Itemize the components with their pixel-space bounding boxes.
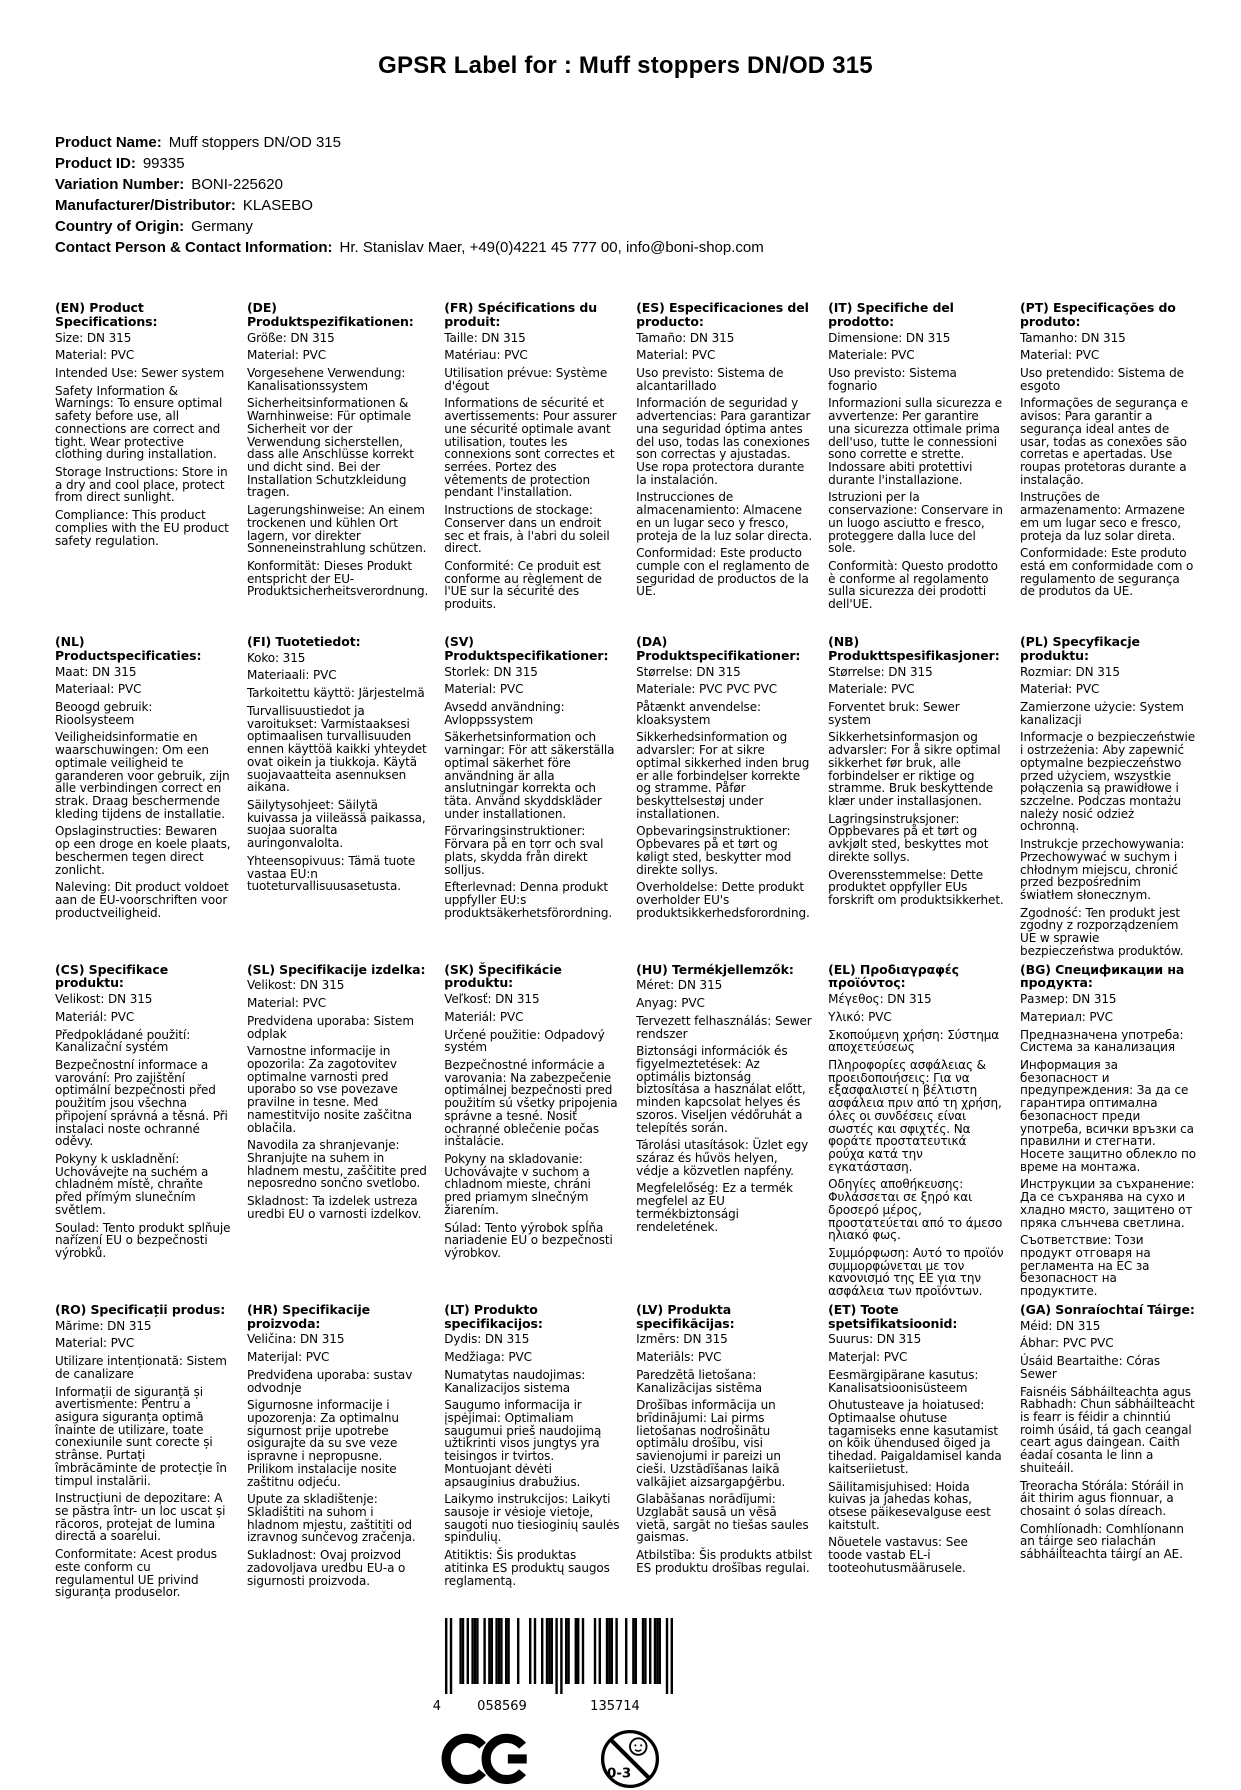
lang-section-header: (EN) Product Specifications: xyxy=(55,300,158,329)
lang-section-paragraph: Предназначена употреба: Система за канализация xyxy=(1020,1027,1184,1055)
lang-section-paragraph: Atbilstība: Šis produkts atbilst ES produktu drošības regulai. xyxy=(636,1548,812,1575)
lang-section-header: (HR) Specifikacije proizvoda: xyxy=(246,1301,371,1331)
lang-section-paragraph: Conformitate: Acest produs este conform cu regulamentul UE privind siguranța produselor. xyxy=(55,1547,217,1600)
lang-section-fr xyxy=(444,301,620,635)
lang-section-paragraph: Izmērs: DN 315 xyxy=(636,1332,728,1347)
lang-section-paragraph: Materjal: PVC xyxy=(828,1350,908,1365)
age-warning-label: 0-3 xyxy=(606,1766,631,1782)
product-info-label: Contact Person & Contact Information: xyxy=(55,239,333,256)
lang-section-paragraph: Velikost: DN 315 xyxy=(246,978,345,993)
lang-section-paragraph: Material: PVC xyxy=(246,996,327,1011)
lang-section-paragraph: Medžiaga: PVC xyxy=(444,1350,532,1365)
lang-section-paragraph: Materiale: PVC xyxy=(828,348,915,363)
lang-section-paragraph: Συμμόρφωση: Αυτό το προϊόν συμμορφώνεται με τον κανονισμό της ΕΕ για την ασφάλεια των προϊόντων. xyxy=(828,1246,1004,1299)
lang-section-paragraph: Méid: DN 315 xyxy=(1020,1318,1101,1333)
lang-section-paragraph: Anyag: PVC xyxy=(636,996,705,1011)
lang-section-el xyxy=(828,963,1004,1303)
lang-section-paragraph: Utilisation prévue: Système d'égout xyxy=(444,365,608,393)
lang-section-paragraph: Pokyny k uskladnění: Uchovávejte na suchém a chladném místě, chraňte před přímým slunečním světlem. xyxy=(55,1152,209,1217)
lang-section-paragraph: Sikkerhedsinformation og advarsler: For at sikre optimal sikkerhed inden brug er alle forbindelser korrekte og stramme. Påfør beskyttelsestøj under installationen. xyxy=(636,730,810,821)
lang-section-sv xyxy=(444,635,620,963)
lang-section-paragraph: Instructions de stockage: Conserver dans un endroit sec et frais, à l'abri du soleil direct. xyxy=(444,503,610,556)
lang-section-paragraph: Πληροφορίες ασφάλειας & προειδοποιήσεις: Για να εξασφαλιστεί η βέλτιστη ασφάλεια πριν από τη χρήση, όλες οι συνδέσεις είναι σωστές και σφιχτές. Να φοράτε προστατευτικά ρούχα κατά την εγκατάσταση. xyxy=(828,1057,1002,1174)
product-info-value: Muff stoppers DN/OD 315 xyxy=(168,134,341,151)
lang-section-paragraph: Mărime: DN 315 xyxy=(55,1318,152,1333)
lang-section-paragraph: Materijal: PVC xyxy=(246,1350,330,1365)
lang-section-header: (IT) Specifiche del prodotto: xyxy=(828,300,954,329)
lang-section-paragraph: Safety Information & Warnings: To ensure optimal safety before use, all connections are correct and tight. Wear protective clothing during installation. xyxy=(55,383,223,462)
lang-section-paragraph: Bezpečnostné informácie a varovania: Na zabezpečenie optimálnej bezpečnosti pred použitím sú všetky pripojenia správne a tesné. Nosiť ochranné oblečenie počas inštalácie. xyxy=(444,1057,618,1149)
lang-section-paragraph: Veiligheidsinformatie en waarschuwingen: Om een optimale veiligheid te garanderen voor gebruik, zijn alle verbindingen correct en strak. Draag beschermende kleding tijdens de installatie. xyxy=(55,730,230,821)
lang-section-paragraph: Atitiktis: Šis produktas atitinka ES produktų saugos reglamentą. xyxy=(444,1548,610,1588)
lang-section-paragraph: Lagerungshinweise: An einem trockenen und kühlen Ort lagern, vor direkter Sonneneinstrahlung schützen. xyxy=(246,503,427,556)
lang-section-paragraph: Material: PVC xyxy=(55,348,135,363)
lang-section-paragraph: Informazioni sulla sicurezza e avvertenze: Per garantire una sicurezza ottimale prima dell'uso, tutte le connessioni sono corrette e strette. Indossare abiti protettivi durante l'installazione. xyxy=(828,396,1002,487)
lang-section-paragraph: Μέγεθος: DN 315 xyxy=(828,992,932,1007)
lang-section-paragraph: Tarkoitettu käyttö: Järjestelmä xyxy=(246,686,425,701)
lang-section-paragraph: Numatytas naudojimas: Kanalizacijos sistema xyxy=(444,1367,586,1395)
lang-section-paragraph: Treoracha Stórála: Stóráil in áit thirim agus fionnuar, a chosaint ó solas díreach. xyxy=(1020,1478,1184,1518)
lang-section-paragraph: Säilitamisjuhised: Hoida kuivas ja jahedas kohas, otsese päikesevalguse eest kaitstult. xyxy=(828,1479,991,1532)
lang-section-header: (SL) Specifikacije izdelka: xyxy=(246,961,426,977)
product-info-value: BONI-225620 xyxy=(191,176,283,193)
lang-section-it xyxy=(828,301,1004,635)
lang-section-paragraph: Zamierzone użycie: System kanalizacji xyxy=(1020,699,1184,727)
lang-section-paragraph: Materiale: PVC PVC PVC xyxy=(636,682,778,697)
lang-section-paragraph: Informações de segurança e avisos: Para garantir a segurança ideal antes de usar, todas as conexões são corretas e apertadas. Use roupas protetoras durante a instalação. xyxy=(1020,396,1189,487)
lang-section-paragraph: Material: PVC xyxy=(55,1336,135,1351)
lang-section-cs xyxy=(55,963,231,1303)
lang-section-header: (DE) Produktspezifikationen: xyxy=(246,300,414,329)
lang-section-paragraph: Méret: DN 315 xyxy=(636,978,723,993)
lang-section-paragraph: Úsáid Beartaithe: Córas Sewer xyxy=(1020,1354,1161,1381)
product-info-value: 99335 xyxy=(142,155,185,172)
lang-section-paragraph: Säilytysohjeet: Säilytä kuivassa ja viileässä paikassa, suojaa suoralta auringonvalolta. xyxy=(246,797,426,851)
lang-section-paragraph: Soulad: Tento produkt splňuje nařízení EU o bezpečnosti výrobků. xyxy=(55,1220,231,1261)
lang-section-paragraph: Informacje o bezpieczeństwie i ostrzeżenia: Aby zapewnić optymalne bezpieczeństwo przed użyciem, wszystkie połączenia są prawidłowe i szczelne. Podczas montażu należy nosić odzież ochronną. xyxy=(1020,730,1196,834)
lang-section-header: (NL) Productspecificaties: xyxy=(55,634,202,663)
lang-section-hu xyxy=(636,963,812,1303)
lang-section-paragraph: Efterlevnad: Denna produkt uppfyller EU:s produktsäkerhetsförordning. xyxy=(444,880,613,920)
lang-section-header: (HU) Termékjellemzők: xyxy=(636,961,794,977)
lang-section-paragraph: Informations de sécurité et avertissements: Pour assurer une sécurité optimale avant utilisation, toutes les connexions sont correctes et serrées. Portez des vêtements de protection pendant l'installation. xyxy=(444,396,617,500)
lang-section-header: (LV) Produkta specifikācijas: xyxy=(636,1301,735,1331)
footer-inner xyxy=(429,1618,673,1790)
product-info-row xyxy=(55,153,1196,174)
lang-section-paragraph: Tárolási utasítások: Üzlet egy száraz és hűvös helyen, védje a közvetlen napfény. xyxy=(636,1138,809,1178)
lang-section-paragraph: Størrelse: DN 315 xyxy=(828,664,933,679)
lang-section-paragraph: Varnostne informacije in opozorila: Za zagotovitev optimalne varnosti pred uporabo so vse povezave pravilne in tesne. Med namestitvijo nosite zaščitna oblačila. xyxy=(246,1044,413,1135)
lang-section-paragraph: Avsedd användning: Avloppssystem xyxy=(444,699,565,727)
lang-section-header: (BG) Спецификации на продукта: xyxy=(1020,961,1185,991)
lang-section-paragraph: Instrucciones de almacenamiento: Almacene en un lugar seco y fresco, proteja de la luz solar directa. xyxy=(636,490,813,543)
lang-section-paragraph: Materiál: PVC xyxy=(55,1009,135,1024)
lang-section-paragraph: Materiāls: PVC xyxy=(636,1350,722,1365)
lang-section-paragraph: Konformität: Dieses Produkt entspricht der EU-Produktsicherheitsverordnung. xyxy=(246,559,429,599)
lang-section-paragraph: Instrukcje przechowywania: Przechowywać w suchym i chłodnym miejscu, chronić przed bezpośrednim światłem słonecznym. xyxy=(1020,837,1185,902)
lang-section-paragraph: Opslaginstructies: Bewaren op een droge en koele plaats, beschermen tegen direct zonlicht. xyxy=(55,824,231,877)
lang-section-paragraph: Veľkosť: DN 315 xyxy=(444,992,540,1007)
lang-section-paragraph: Veličina: DN 315 xyxy=(246,1332,345,1347)
lang-section-paragraph: Instruções de armazenamento: Armazene em um lugar seco e fresco, proteja da luz solar direta. xyxy=(1020,490,1185,543)
lang-section-header: (LT) Produkto specifikacijos: xyxy=(444,1301,543,1331)
lang-section-de xyxy=(247,301,428,635)
lang-section-paragraph: Material: PVC xyxy=(1020,348,1100,363)
lang-section-sk xyxy=(444,963,620,1303)
barcode-digit-first: 4 xyxy=(432,1699,441,1715)
lang-section-paragraph: Určené použitie: Odpadový systém xyxy=(444,1027,605,1055)
lang-section-paragraph: Sicherheitsinformationen & Warnhinweise: Für optimale Sicherheit vor der Verwendung sicherstellen, dass alle Anschlüsse korrekt und dicht sind. Bei der Installation Schutzkleidung tragen. xyxy=(246,396,414,500)
lang-section-paragraph: Materiał: PVC xyxy=(1020,682,1100,697)
lang-section-paragraph: Instrucțiuni de depozitare: A se păstra într- un loc uscat și răcoros, protejat de lumina directă a soarelui. xyxy=(55,1491,226,1544)
lang-section-ro xyxy=(55,1303,231,1604)
lang-section-paragraph: Comhlíonadh: Comhlíonann an táirge seo rialachán sábháilteachta táirgí an AE. xyxy=(1020,1521,1184,1562)
product-info-value: KLASEBO xyxy=(242,197,313,214)
lang-section-lv xyxy=(636,1303,812,1604)
lang-section-paragraph: Informații de siguranță și avertismente: Pentru a asigura siguranța optimă înainte de utilizare, toate conexiunile sunt corecte și strânse. Purtați îmbrăcăminte de protecție în timpul instalării. xyxy=(55,1384,227,1488)
lang-section-paragraph: Ábhar: PVC PVC xyxy=(1020,1336,1114,1351)
product-info-row xyxy=(55,195,1196,216)
page-title: GPSR Label for : Muff stoppers DN/OD 315 xyxy=(378,52,873,79)
footer-marks xyxy=(55,1618,1196,1790)
lang-section-paragraph: Conformità: Questo prodotto è conforme al regolamento sulla sicurezza dei prodotti dell'UE. xyxy=(828,559,998,612)
product-info-label: Product Name: xyxy=(55,134,162,151)
lang-section-paragraph: Материал: PVC xyxy=(1020,1009,1113,1024)
lang-section-paragraph: Predvidena uporaba: Sistem odplak xyxy=(246,1013,414,1041)
lang-section-paragraph: Overholdelse: Dette produkt overholder EU's produktsikkerhedsforordning. xyxy=(636,880,810,920)
lang-section-paragraph: Forventet bruk: Sewer system xyxy=(828,699,960,727)
ean-barcode xyxy=(429,1618,673,1718)
lang-section-header: (PL) Specyfikacje produktu: xyxy=(1020,634,1140,663)
product-info-value: Germany xyxy=(191,218,253,235)
language-grid xyxy=(55,301,1196,1604)
lang-section-paragraph: Opbevaringsinstruktioner: Opbevares på et tørt og køligt sted, beskytter mod direkte sollys. xyxy=(636,824,792,877)
lang-section-paragraph: Инструкции за съхранение: Да се съхранява на сухо и хладно място, защитено от пряка слънчева светлина. xyxy=(1020,1177,1195,1230)
lang-section-paragraph: Koko: 315 xyxy=(246,650,306,665)
lang-section-pl xyxy=(1020,635,1196,963)
lang-section-paragraph: Yhteensopivuus: Tämä tuote vastaa EU:n tuoteturvallisuusasetusta. xyxy=(246,853,416,894)
lang-section-header: (PT) Especificações do produto: xyxy=(1020,300,1176,329)
lang-section-paragraph: Ohutusteave ja hoiatused: Optimaalse ohutuse tagamiseks enne kasutamist on kõik ühendused õiged ja tihedad. Paigaldamisel kanda kaitseriietust. xyxy=(828,1398,1002,1476)
lang-section-paragraph: Storage Instructions: Store in a dry and cool place, protect from direct sunlight. xyxy=(55,464,228,505)
age-warning-0-3-icon xyxy=(599,1728,661,1790)
lang-section-paragraph: Tervezett felhasználás: Sewer rendszer xyxy=(636,1013,812,1041)
product-info-row xyxy=(55,216,1196,237)
lang-section-paragraph: Lagringsinstruksjoner: Oppbevares på et tørt og avkjølt sted, beskyttes mot direkte sollys. xyxy=(828,811,989,864)
lang-section-paragraph: Navodila za shranjevanje: Shranjujte na suhem in hladnem mestu, zaščitite pred neposredno sončno svetlobo. xyxy=(246,1138,427,1191)
lang-section-ga xyxy=(1020,1303,1196,1604)
lang-section-paragraph: Matériau: PVC xyxy=(444,348,528,363)
lang-section-paragraph: Größe: DN 315 xyxy=(246,330,335,345)
lang-section-paragraph: Información de seguridad y advertencias: Para garantizar una seguridad óptima antes del uso, todas las conexiones son correctas y ajustadas. Use ropa protectora durante la instalación. xyxy=(636,396,811,487)
lang-section-paragraph: Uso previsto: Sistema fognario xyxy=(828,365,957,393)
product-info-label: Product ID: xyxy=(55,155,136,172)
lang-section-paragraph: Vorgesehene Verwendung: Kanalisationssystem xyxy=(246,365,406,393)
lang-section-paragraph: Dydis: DN 315 xyxy=(444,1332,530,1347)
lang-section-paragraph: Nõuetele vastavus: See toode vastab EL-i tooteohutusmäärusele. xyxy=(828,1535,968,1575)
lang-section-paragraph: Material: PVC xyxy=(636,348,716,363)
lang-section-paragraph: Zgodność: Ten produkt jest zgodny z rozporządzeniem UE w sprawie bezpieczeństwa produktów. xyxy=(1020,905,1184,958)
lang-section-paragraph: Glabāšanas norādījumi: Uzglabāt sausā un vēsā vietā, sargāt no tiešas saules gaismas. xyxy=(636,1492,809,1545)
lang-section-paragraph: Sikkerhetsinformasjon og advarsler: For å sikre optimal sikkerhet før bruk, alle forbindelser er riktige og stramme. Bruk beskyttende klær under installasjonen. xyxy=(828,730,1001,808)
lang-section-header: (EL) Προδιαγραφές προϊόντος: xyxy=(828,961,959,991)
lang-section-paragraph: Materiaali: PVC xyxy=(246,668,337,683)
lang-section-da xyxy=(636,635,812,963)
lang-section-paragraph: Material: PVC xyxy=(246,348,327,363)
lang-section-paragraph: Υλικό: PVC xyxy=(828,1009,892,1024)
lang-section-paragraph: Overensstemmelse: Dette produktet oppfyller EUs forskrift om produktsikkerhet. xyxy=(828,867,1004,907)
lang-section-paragraph: Rozmiar: DN 315 xyxy=(1020,664,1120,679)
barcode-digits-right: 135714 xyxy=(589,1699,640,1715)
lang-section-sl xyxy=(247,963,428,1303)
lang-section-paragraph: Predviđena uporaba: sustav odvodnje xyxy=(246,1367,413,1395)
lang-section-paragraph: Upute za skladištenje: Skladištiti na suhom i hladnom mjestu, zaštititi od izravnog sunčevog zračenja. xyxy=(246,1492,416,1545)
lang-section-paragraph: Sukladnost: Ovaj proizvod zadovoljava uredbu EU-a o sigurnosti proizvoda. xyxy=(246,1548,406,1588)
lang-section-paragraph: Σκοπούμενη χρήση: Σύστημα αποχετεύσεως xyxy=(828,1027,1000,1055)
lang-section-paragraph: Информация за безопасност и предупреждения: За да се гарантира оптимална безопасност преди употреба, всички връзки са правилни и стегнати. Носете защитно облекло по време на монтажа. xyxy=(1020,1057,1196,1174)
product-info-row xyxy=(55,132,1196,153)
product-info xyxy=(55,132,1196,258)
lang-section-paragraph: Paredzētā lietošana: Kanalizācijas sistēma xyxy=(636,1367,763,1395)
lang-section-header: (RO) Specificații produs: xyxy=(55,1301,226,1317)
product-info-label: Country of Origin: xyxy=(55,218,185,235)
lang-section-header: (CS) Specifikace produktu: xyxy=(55,961,169,991)
lang-section-bg xyxy=(1020,963,1196,1303)
lang-section-header: (DA) Produktspecifikationer: xyxy=(636,634,801,663)
lang-section-paragraph: Maat: DN 315 xyxy=(55,664,137,679)
product-info-row xyxy=(55,237,1196,258)
lang-section-paragraph: Conformidad: Este producto cumple con el reglamento de seguridad de productos de la UE. xyxy=(636,546,810,599)
product-info-label: Variation Number: xyxy=(55,176,185,193)
lang-section-paragraph: Předpokládané použití: Kanalizační systém xyxy=(55,1027,191,1055)
lang-section-paragraph: Dimensione: DN 315 xyxy=(828,330,951,345)
lang-section-header: (SK) Špecifikácie produktu: xyxy=(444,961,562,991)
product-info-row xyxy=(55,174,1196,195)
lang-section-paragraph: Suurus: DN 315 xyxy=(828,1332,922,1347)
lang-section-en xyxy=(55,301,231,635)
lang-section-pt xyxy=(1020,301,1196,635)
lang-section-paragraph: Säkerhetsinformation och varningar: För att säkerställa optimal säkerhet före användning är alla anslutningar korrekta och täta. Använd skyddskläder under installationen. xyxy=(444,730,615,821)
lang-section-nl xyxy=(55,635,231,963)
lang-section-paragraph: Materiale: PVC xyxy=(828,682,915,697)
lang-section-paragraph: Förvaringsinstruktioner: Förvara på en torr och sval plats, skydda från direkt solljus. xyxy=(444,824,604,877)
lang-section-header: (GA) Sonraíochtaí Táirge: xyxy=(1020,1301,1195,1317)
lang-section-paragraph: Sigurnosne informacije i upozorenja: Za optimalnu sigurnost prije upotrebe osigurajte da su sve veze ispravne i nepropusne. Prilikom instalacije nosite zaštitnu odjeću. xyxy=(246,1398,399,1489)
lang-section-paragraph: Intended Use: Sewer system xyxy=(55,365,225,380)
lang-section-paragraph: Material: PVC xyxy=(444,682,524,697)
lang-section-paragraph: Naleving: Dit product voldoet aan de EU-voorschriften voor productveiligheid. xyxy=(55,880,229,920)
lang-section-paragraph: Megfelelőség: Ez a termék megfelel az EU termékbiztonsági rendeletének. xyxy=(636,1181,793,1234)
lang-section-header: (FI) Tuotetiedot: xyxy=(246,634,361,649)
lang-section-paragraph: Utilizare intenționată: Sistem de canalizare xyxy=(55,1354,227,1381)
lang-section-paragraph: Biztonsági információk és figyelmeztetések: Az optimális biztonság biztosítása a használat előtt, minden kapcsolat helyes és szoros. Viseljen védőruhát a telepítés során. xyxy=(636,1044,806,1135)
lang-section-paragraph: Størrelse: DN 315 xyxy=(636,664,741,679)
lang-section-paragraph: Compliance: This product complies with the EU product safety regulation. xyxy=(55,508,229,548)
lang-section-paragraph: Påtænkt anvendelse: kloaksystem xyxy=(636,699,761,727)
lang-section-paragraph: Skladnost: Ta izdelek ustreza uredbi EU o varnosti izdelkov. xyxy=(246,1194,422,1221)
lang-section-paragraph: Materiál: PVC xyxy=(444,1009,524,1024)
lang-section-hr xyxy=(247,1303,428,1604)
lang-section-paragraph: Materiaal: PVC xyxy=(55,682,142,697)
lang-section-paragraph: Size: DN 315 xyxy=(55,330,132,345)
lang-section-paragraph: Tamaño: DN 315 xyxy=(636,330,735,345)
lang-section-paragraph: Storlek: DN 315 xyxy=(444,664,538,679)
lang-section-paragraph: Beoogd gebruik: Rioolsysteem xyxy=(55,699,153,727)
lang-section-lt xyxy=(444,1303,620,1604)
lang-section-paragraph: Faisnéis Sábháilteachta agus Rabhadh: Chun sábháilteacht is fearr is féidir a chinntiú roimh úsáid, tá gach ceangal ceart agus daingean. Caith éadaí cosanta le linn a shuiteáil. xyxy=(1020,1384,1195,1475)
lang-section-paragraph: Съответствие: Този продукт отговаря на регламента на ЕС за безопасност на продуктите. xyxy=(1020,1233,1151,1299)
lang-section-paragraph: Tamanho: DN 315 xyxy=(1020,330,1126,345)
lang-section-paragraph: Bezpečnostní informace a varování: Pro zajištění optimální bezpečnosti před použitím jsou všechna připojení správná a těsná. Při instalaci noste ochranné oděvy. xyxy=(55,1057,228,1149)
ean-barcode-graphic xyxy=(429,1618,673,1714)
lang-section-paragraph: Размер: DN 315 xyxy=(1020,992,1117,1007)
lang-section-paragraph: Saugumo informacija ir įspėjimai: Optimaliam saugumui prieš naudojimą užtikrinti visos jungtys yra teisingos ir tvirtos. Montuojant dėvėti apsauginius drabužius. xyxy=(444,1398,602,1489)
lang-section-paragraph: Laikymo instrukcijos: Laikyti sausoje ir vėsioje vietoje, saugoti nuo tiesioginių saulės spindulių. xyxy=(444,1492,620,1545)
product-info-value: Hr. Stanislav Maer, +49(0)4221 45 777 00, info@boni-shop.com xyxy=(339,239,764,256)
barcode-digits-left: 058569 xyxy=(476,1699,527,1715)
compliance-marks-row xyxy=(441,1728,661,1790)
lang-section-paragraph: Velikost: DN 315 xyxy=(55,992,153,1007)
lang-section-paragraph: Eesmärgipärane kasutus: Kanalisatsioonisüsteem xyxy=(828,1367,979,1395)
lang-section-paragraph: Istruzioni per la conservazione: Conservare in un luogo asciutto e fresco, proteggere dalla luce del sole. xyxy=(828,490,1003,556)
lang-section-paragraph: Pokyny na skladovanie: Uchovávajte v suchom a chladnom mieste, chráni pred priamym slnečným žiarením. xyxy=(444,1152,591,1217)
lang-section-header: (FR) Spécifications du produit: xyxy=(444,300,598,329)
product-info-label: Manufacturer/Distributor: xyxy=(55,197,236,214)
lang-section-paragraph: Οδηγίες αποθήκευσης: Φυλάσσεται σε ξηρό και δροσερό μέρος, προστατεύεται από το άμεσο ηλιακό φως. xyxy=(828,1177,1003,1243)
lang-section-header: (SV) Produktspecifikationer: xyxy=(444,634,609,663)
lang-section-paragraph: Súlad: Tento výrobok spĺňa nariadenie EÚ o bezpečnosti výrobkov. xyxy=(444,1220,613,1261)
lang-section-paragraph: Drošības informācija un brīdinājumi: Lai pirms lietošanas nodrošinātu optimālu drošību, visi savienojumi ir pareizi un cieši. Uzstādīšanas laikā valkājiet aizsargapģērbu. xyxy=(636,1398,786,1489)
lang-section-header: (ET) Toote spetsifikatsioonid: xyxy=(828,1301,958,1331)
lang-section-paragraph: Taille: DN 315 xyxy=(444,330,526,345)
lang-section-et xyxy=(828,1303,1004,1604)
lang-section-paragraph: Uso previsto: Sistema de alcantarillado xyxy=(636,365,784,393)
lang-section-fi xyxy=(247,635,428,963)
lang-section-header: (NB) Produkttspesifikasjoner: xyxy=(828,634,1000,663)
lang-section-paragraph: Conformidade: Este produto está em conformidade com o regulamento de segurança de produtos da UE. xyxy=(1020,546,1194,599)
lang-section-nb xyxy=(828,635,1004,963)
lang-section-header: (ES) Especificaciones del producto: xyxy=(636,300,809,329)
ce-mark-icon xyxy=(441,1733,537,1786)
lang-section-paragraph: Turvallisuustiedot ja varoitukset: Varmistaaksesi optimaalisen turvallisuuden ennen käyttöä kaikki yhteydet ovat oikein ja tiukkoja. Käytä suojavaatteita asennuksen aikana. xyxy=(246,703,427,795)
lang-section-paragraph: Conformité: Ce produit est conforme au règlement de l'UE sur la sécurité des produits. xyxy=(444,559,602,612)
lang-section-paragraph: Uso pretendido: Sistema de esgoto xyxy=(1020,365,1184,393)
lang-section-es xyxy=(636,301,812,635)
